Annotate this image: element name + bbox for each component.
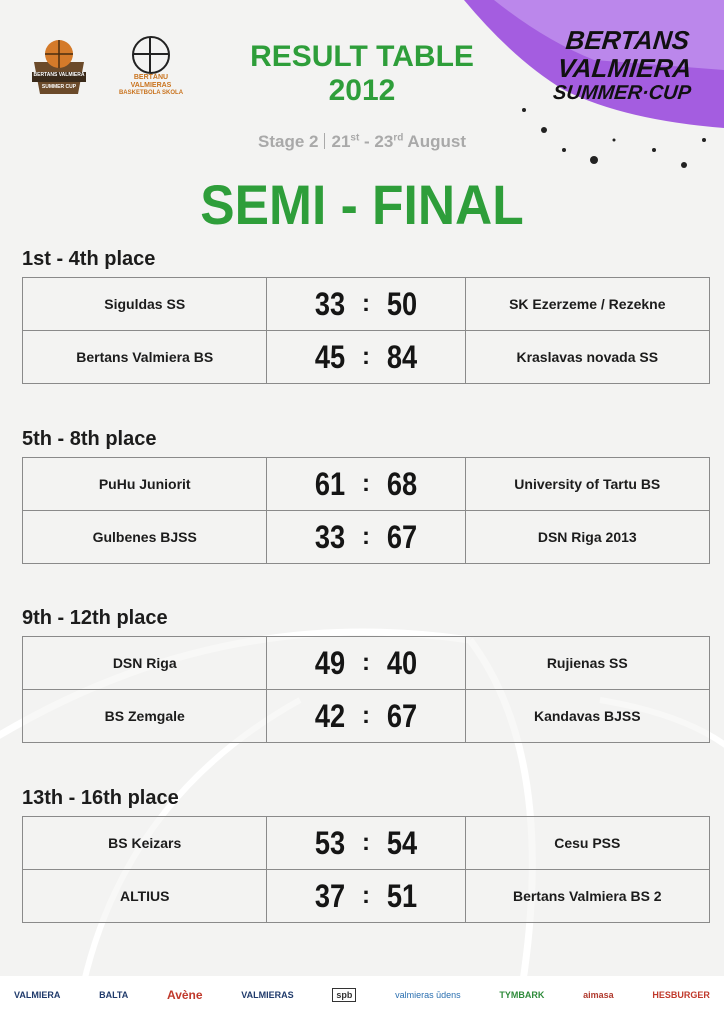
score-separator: : xyxy=(361,881,370,909)
logo-mid-text3: BASKETBOLA SKOLA xyxy=(118,90,184,96)
match-row xyxy=(23,870,710,923)
sponsor-logo: spb xyxy=(332,988,356,1002)
logo-mid-text2: VALMIERAS xyxy=(130,82,172,89)
score-separator: : xyxy=(361,469,370,497)
match-row xyxy=(23,331,710,384)
section-title: 1st - 4th place xyxy=(22,248,156,270)
logo-mid-text1: BERTĀNU xyxy=(133,74,169,81)
home-team: Gulbenes BJSS xyxy=(23,511,267,564)
section-title: 9th - 12th place xyxy=(22,607,168,629)
match-row xyxy=(23,511,710,564)
away-team: Rujienas SS xyxy=(465,637,709,690)
home-team: ALTIUS xyxy=(23,870,267,923)
score-cell xyxy=(267,637,465,690)
section-title: 5th - 8th place xyxy=(22,428,157,450)
match-table xyxy=(22,457,710,564)
away-team: DSN Riga 2013 xyxy=(465,511,709,564)
away-team: University of Tartu BS xyxy=(465,458,709,511)
section-5th-8th xyxy=(22,428,710,564)
sponsor-logo: aimasa xyxy=(583,990,614,1000)
home-score: 37 xyxy=(314,877,346,914)
match-table xyxy=(22,816,710,923)
home-score: 49 xyxy=(314,644,346,681)
sponsor-logo: HESBURGER xyxy=(652,990,710,1000)
away-score: 50 xyxy=(386,285,418,322)
stage-info xyxy=(0,132,724,152)
home-score: 61 xyxy=(314,465,346,502)
match-row xyxy=(23,817,710,870)
away-score: 51 xyxy=(386,877,418,914)
home-score: 42 xyxy=(314,697,346,734)
sponsor-logo: VALMIERA xyxy=(14,990,61,1000)
away-score: 54 xyxy=(386,824,418,861)
sponsor-logo: Avène xyxy=(166,988,203,1002)
away-team: SK Ezerzeme / Rezekne xyxy=(465,278,709,331)
result-title xyxy=(0,40,724,108)
away-score: 67 xyxy=(386,697,418,734)
result-title-line1: RESULT TABLE xyxy=(250,40,474,73)
match-row xyxy=(23,458,710,511)
home-score: 53 xyxy=(314,824,346,861)
away-score: 67 xyxy=(386,518,418,555)
sponsor-logo: VALMIERAS xyxy=(241,990,294,1000)
sponsor-logo: valmieras ūdens xyxy=(395,990,461,1000)
home-score: 33 xyxy=(314,518,346,555)
score-cell xyxy=(267,278,465,331)
away-team: Bertans Valmiera BS 2 xyxy=(465,870,709,923)
sponsor-logo: BALTA xyxy=(99,990,129,1000)
away-team: Cesu PSS xyxy=(465,817,709,870)
match-table xyxy=(22,277,710,384)
date-day1: 21 xyxy=(331,132,351,151)
away-score: 40 xyxy=(386,644,418,681)
match-row xyxy=(23,637,710,690)
sponsor-logo: TYMBARK xyxy=(499,990,545,1000)
home-score: 45 xyxy=(314,338,346,375)
score-cell xyxy=(267,331,465,384)
away-score: 84 xyxy=(386,338,418,375)
home-team: BS Keizars xyxy=(23,817,267,870)
match-row xyxy=(23,278,710,331)
home-team: Siguldas SS xyxy=(23,278,267,331)
sponsors-footer xyxy=(0,976,724,1024)
stage-label: Stage 2 xyxy=(258,132,319,151)
date-sup1: st xyxy=(350,132,360,144)
away-team: Kraslavas novada SS xyxy=(465,331,709,384)
section-9th-12th xyxy=(22,607,710,743)
score-cell xyxy=(267,870,465,923)
away-team: Kandavas BJSS xyxy=(465,690,709,743)
away-score: 68 xyxy=(386,465,418,502)
logo-left-text2: SUMMER CUP xyxy=(41,84,77,90)
home-team: BS Zemgale xyxy=(23,690,267,743)
date-sup2: rd xyxy=(393,132,404,144)
date-dash: - xyxy=(359,132,375,151)
section-1st-4th xyxy=(22,248,710,384)
score-separator: : xyxy=(361,342,370,370)
brand-line3: SUMMER·CUP xyxy=(552,82,693,104)
score-separator: : xyxy=(361,522,370,550)
score-separator: : xyxy=(361,289,370,317)
brand-line1: BERTANS xyxy=(564,25,691,55)
date-month: August xyxy=(403,132,466,151)
home-team: PuHu Juniorit xyxy=(23,458,267,511)
sponsors-row xyxy=(0,976,724,1002)
match-table xyxy=(22,636,710,743)
home-team: DSN Riga xyxy=(23,637,267,690)
score-separator: : xyxy=(361,648,370,676)
score-cell xyxy=(267,458,465,511)
section-title: 13th - 16th place xyxy=(22,787,179,809)
result-title-line2: 2012 xyxy=(328,74,396,107)
score-separator: : xyxy=(361,701,370,729)
home-team: Bertans Valmiera BS xyxy=(23,331,267,384)
logo-left-text1: BERTANS VALMIERA xyxy=(33,72,85,78)
stage-divider xyxy=(324,133,325,149)
section-13th-16th xyxy=(22,787,710,923)
score-cell xyxy=(267,690,465,743)
date-day2: 23 xyxy=(374,132,394,151)
score-cell xyxy=(267,817,465,870)
home-score: 33 xyxy=(314,285,346,322)
score-separator: : xyxy=(361,828,370,856)
score-cell xyxy=(267,511,465,564)
brand-line2: VALMIERA xyxy=(556,53,694,83)
match-row xyxy=(23,690,710,743)
round-title: SEMI - FINAL xyxy=(200,173,524,236)
